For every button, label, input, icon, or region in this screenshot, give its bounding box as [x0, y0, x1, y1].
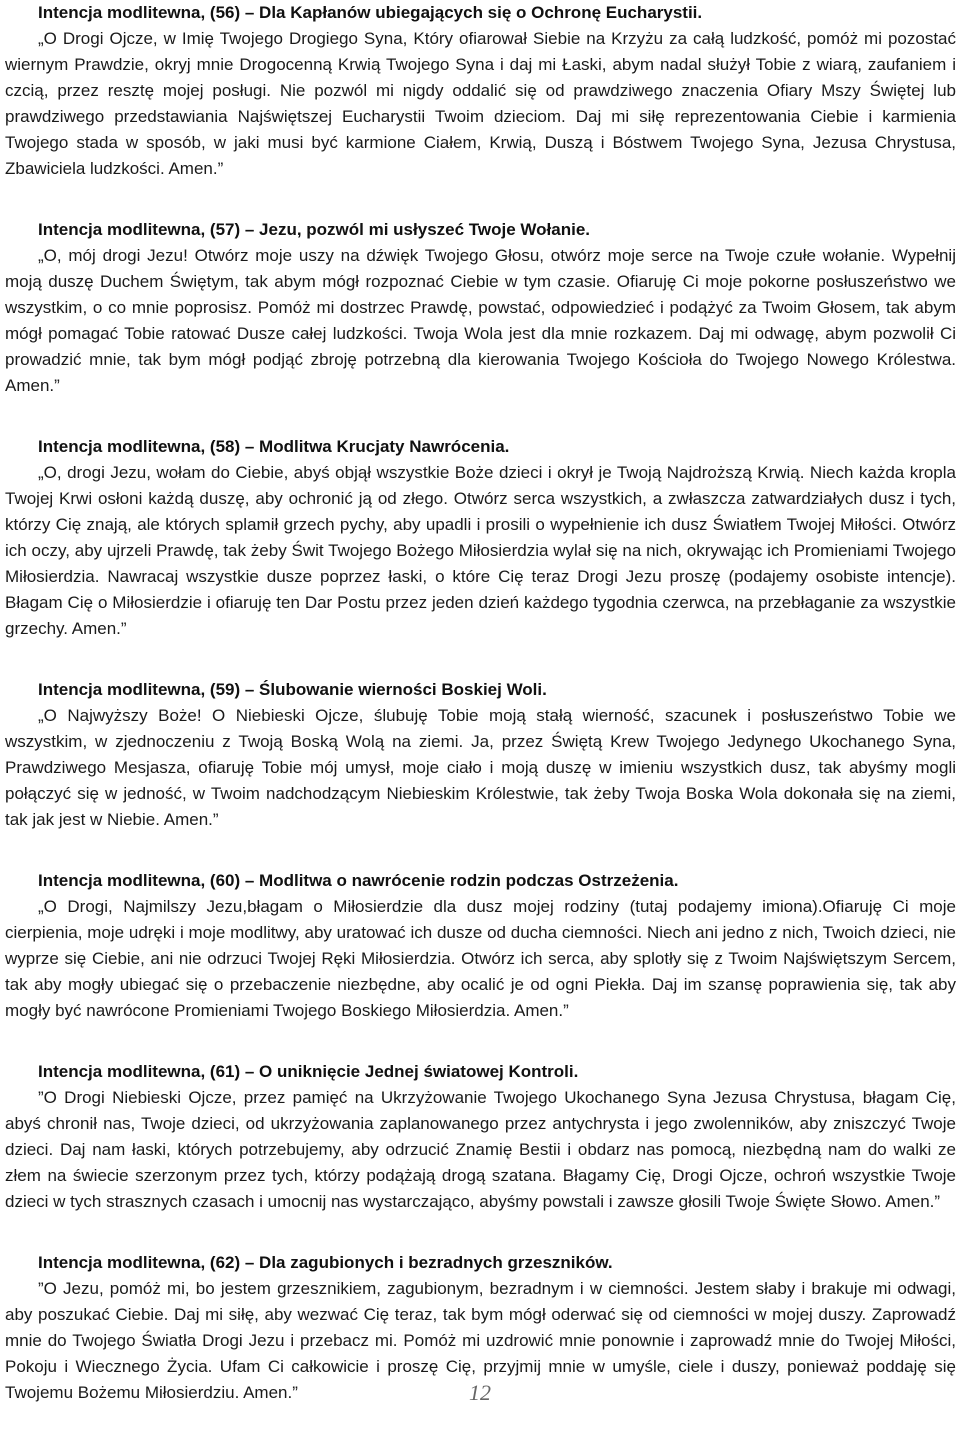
section-heading: Intencja modlitewna, (58) – Modlitwa Krucjaty Nawrócenia.: [38, 437, 510, 456]
page-number: 12: [469, 1380, 491, 1405]
prayer-section-61: [5, 1059, 956, 1215]
prayer-section-56: [5, 0, 956, 182]
section-heading: Intencja modlitewna, (57) – Jezu, pozwól mi usłyszeć Twoje Wołanie.: [38, 220, 590, 239]
section-text: „O, mój drogi Jezu! Otwórz moje uszy na dźwięk Twojego Głosu, otwórz moje serce na Twoje czułe wołanie. Wypełnij moją duszę Duchem Świętym, tak abym mógł rozpoznać Ciebie w tym czasie. Ofiaruję Ci moje pokorne posłuszeństwo we wszystkim, o co mnie poprosisz. Pomóż mi dostrzec Prawdę, powstać, odpowiedzieć i podążyć za Twoim Głosem, tak abym mógł pomagać Tobie ratować Dusze całej ludzkości. Twoja Wola jest dla mnie rozkazem. Daj mi odwagę, abym pozwolił Ci prowadzić mnie, tak bym mógł podjąć zbroję potrzebną dla kierowania Twojego Kościoła do Twojego Nowego Królestwa. Amen.”: [5, 246, 956, 395]
prayer-section-57: [5, 217, 956, 399]
section-heading: Intencja modlitewna, (56) – Dla Kapłanów ubiegających się o Ochronę Eucharystii.: [38, 3, 703, 22]
section-text: „O Najwyższy Boże! O Niebieski Ojcze, ślubuję Tobie moją stałą wierność, szacunek i posłuszeństwo Tobie we wszystkim, w zjednoczeniu z Twoją Boską Wolą na ziemi. Ja, przez Świętą Krew Twojego Jedynego Ukochanego Syna, Prawdziwego Mesjasza, ofiaruję Tobie mój umysł, moje ciało i moją duszę w imieniu wszystkich dusz, tak abyśmy mogli połączyć się w jedność, w Twoim nadchodzącym Niebieskim Królestwie, tak żeby Twoja Boska Wola dokonała się na ziemi, tak jak jest w Niebie. Amen.”: [5, 706, 956, 829]
section-text: ”O Drogi Niebieski Ojcze, przez pamięć na Ukrzyżowanie Twojego Ukochanego Syna Jezusa Chrystusa, błagam Cię, abyś chronił nas, Twoje dzieci, od ukrzyżowania zaplanowanego przez antychrysta i jego zwolenników, aby zniszczyć Twoje dzieci. Daj nam łaski, których potrzebujemy, aby odrzucić Znamię Bestii i obdarz nas pomocą, niezbędną nam do walki ze złem na świecie szerzonym przez tych, którzy podążają drogą szatana. Błagamy Cię, Drogi Ojcze, ochroń wszystkie Twoje dzieci w tych strasznych czasach i umocnij nas wystarczająco, abyśmy powstali i zawsze głosili Twoje Święte Słowo. Amen.”: [5, 1088, 956, 1211]
section-heading: Intencja modlitewna, (62) – Dla zagubionych i bezradnych grzeszników.: [38, 1253, 613, 1272]
section-text: „O Drogi Ojcze, w Imię Twojego Drogiego Syna, Który ofiarował Siebie na Krzyżu za całą ludzkość, pomóż mi pozostać wiernym Prawdzie, okryj mnie Drogocenną Krwią Twojego Syna i daj mi Łaski, abym nadal służył Tobie z wiarą, zaufaniem i czcią, przez resztę mojej posługi. Nie pozwól mi nigdy oddalić się od prawdziwego znaczenia Ofiary Mszy Świętej lub prawdziwego przedstawiania Najświętszej Eucharystii Twoim dzieciom. Daj mi siłę reprezentowania Ciebie i karmienia Twojego stada w sposób, w jaki musi być karmione Ciałem, Krwią, Duszą i Bóstwem Twojego Syna, Jezusa Chrystusa, Zbawiciela ludzkości. Amen.”: [5, 29, 956, 178]
section-text: „O Drogi, Najmilszy Jezu,błagam o Miłosierdzie dla dusz mojej rodziny (tutaj podajemy imiona).Ofiaruję Ci moje cierpienia, moje udręki i moje modlitwy, aby uratować ich dusze od ducha ciemności. Niech ani jedno z nich, Twoich dzieci, nie wyprze się Ciebie, ani nie odrzuci Twojej Ręki Miłosierdzia. Otwórz ich serca, aby splotły się z Twoim Najświętszym Sercem, tak aby mogły ubiegać się o przebaczenie niezbędne, aby ocalić je od ogni Piekła. Daj im szansę poprawienia się, tak aby mogły być nawrócone Promieniami Twojego Boskiego Miłosierdzia. Amen.”: [5, 897, 956, 1020]
section-text: „O, drogi Jezu, wołam do Ciebie, abyś objął wszystkie Boże dzieci i okrył je Twoją Najdroższą Krwią. Niech każda kropla Twojej Krwi osłoni każdą duszę, aby ochronić ją od złego. Otwórz serca wszystkich, a zwłaszcza zatwardziałych dusz i tych, którzy Cię znają, ale których splamił grzech pychy, aby upadli i prosili o wypełnienie ich dusz Światłem Twojej Miłości. Otwórz ich oczy, aby ujrzeli Prawdę, tak żeby Świt Twojego Bożego Miłosierdzia wylał się na nich, okrywając ich Promieniami Twojego Miłosierdzia. Nawracaj wszystkie dusze poprzez łaski, o które Cię teraz Drogi Jezu proszę (podajemy osobiste intencje). Błagam Cię o Miłosierdzie i ofiaruję ten Dar Postu przez jeden dzień każdego tygodnia czerwca, na przebłaganie za wszystkie grzechy. Amen.”: [5, 463, 956, 638]
section-heading: Intencja modlitewna, (59) – Ślubowanie wierności Boskiej Woli.: [38, 680, 547, 699]
section-heading: Intencja modlitewna, (60) – Modlitwa o nawrócenie rodzin podczas Ostrzeżenia.: [38, 871, 679, 890]
document-page: [5, 0, 956, 1441]
section-heading: Intencja modlitewna, (61) – O uniknięcie Jednej światowej Kontroli.: [38, 1062, 579, 1081]
prayer-section-58: [5, 434, 956, 642]
section-text: ”O Jezu, pomóż mi, bo jestem grzesznikiem, zagubionym, bezradnym i w ciemności. Jestem słaby i brakuje mi odwagi, aby poszukać Ciebie. Daj mi siłę, aby wezwać Cię teraz, tak bym mógł oderwać się od ciemności w mojej duszy. Zaprowadź mnie do Twojego Światła Drogi Jezu i przebacz mi. Pomóż mi uzdrowić mnie ponownie i zaprowadź mnie do Twojej Miłości, Pokoju i Wiecznego Życia. Ufam Ci całkowicie i proszę Cię, przyjmij mnie w umyśle, ciele i duszy, ponieważ poddaję się Twojemu Bożemu Miłosierdziu. Amen.”: [5, 1279, 956, 1402]
prayer-section-60: [5, 868, 956, 1024]
prayer-section-59: [5, 677, 956, 833]
